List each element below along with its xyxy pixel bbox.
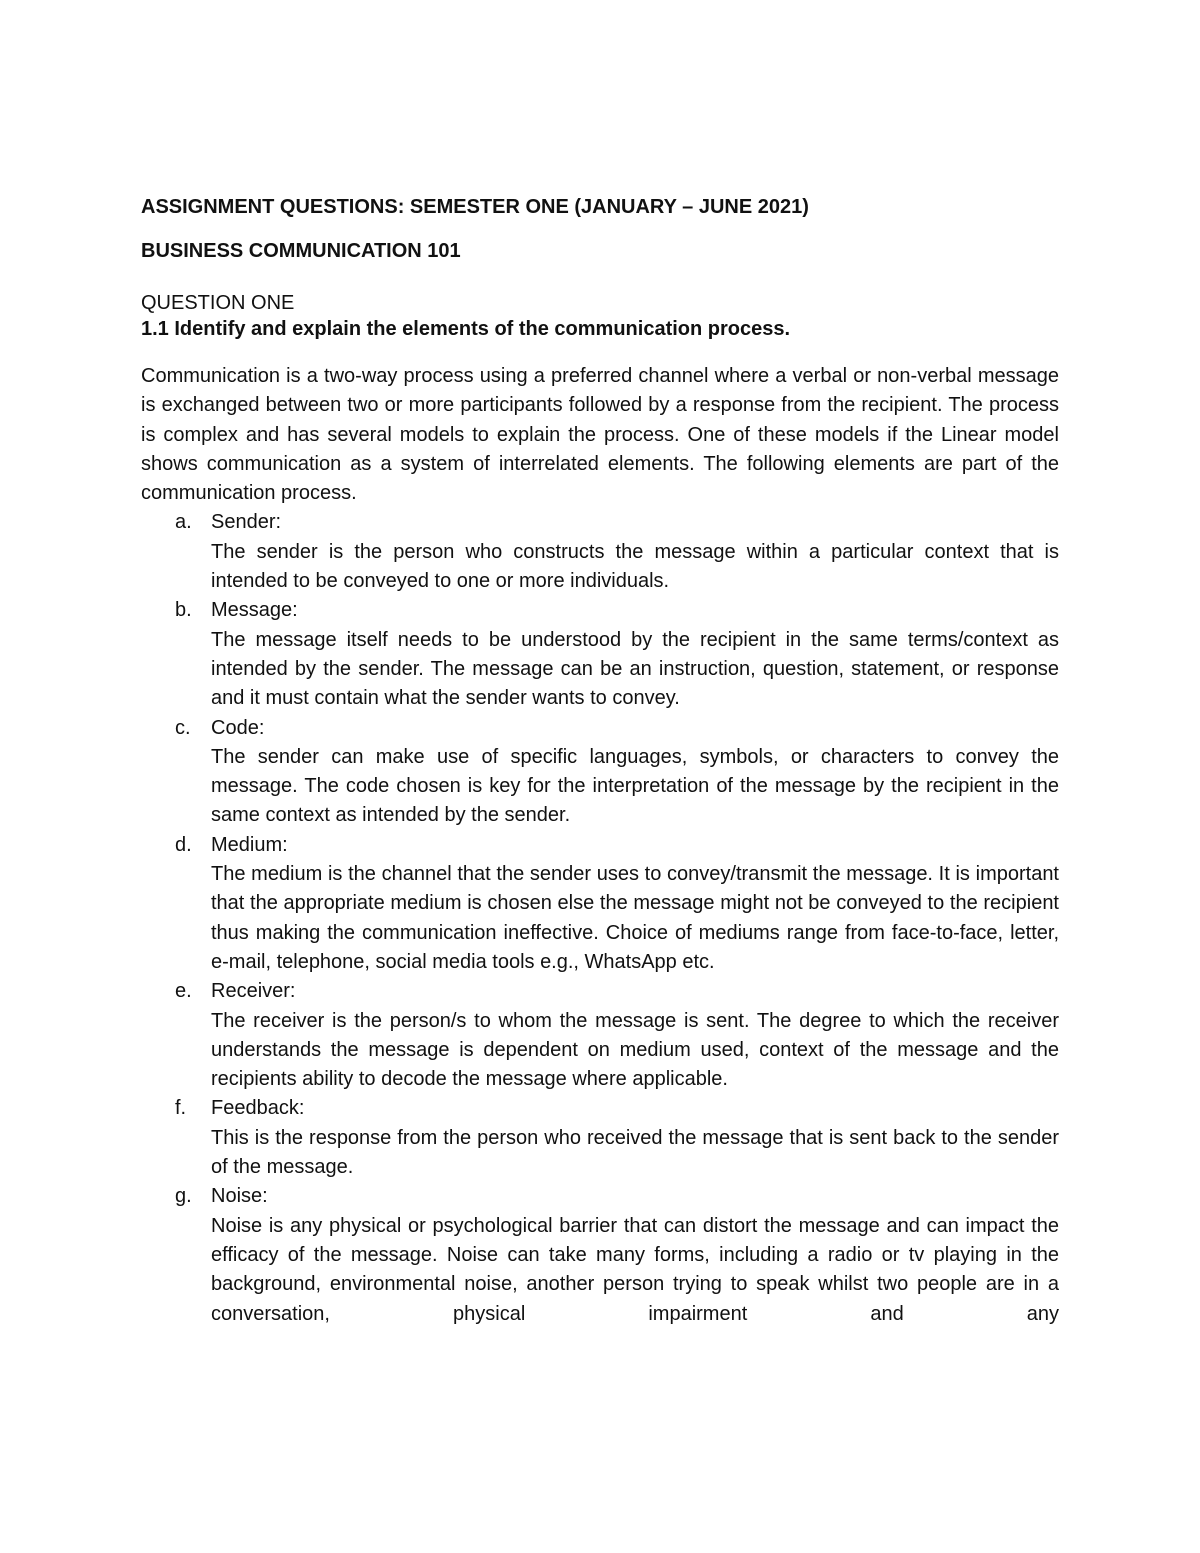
list-marker: g. xyxy=(175,1185,192,1208)
element-title: Code: xyxy=(211,716,265,739)
question-title: 1.1 Identify and explain the elements of the communication process. xyxy=(141,318,791,340)
element-description: This is the response from the person who received the message that is sent back to the sender of the message. xyxy=(211,1126,1059,1179)
list-marker: a. xyxy=(175,511,192,534)
document-page xyxy=(141,194,1059,1329)
list-marker: b. xyxy=(175,599,192,622)
list-item xyxy=(141,1094,1059,1182)
list-item xyxy=(141,508,1059,596)
element-description: The receiver is the person/s to whom the message is sent. The degree to which the receiver understands the message is dependent on medium used, context of the message and the recipients ability to decode the message where applicable. xyxy=(211,1009,1059,1091)
assignment-heading: ASSIGNMENT QUESTIONS: SEMESTER ONE (JANUARY – JUNE 2021) xyxy=(141,196,809,218)
list-marker: c. xyxy=(175,716,191,739)
element-description: The sender is the person who constructs the message within a particular context that is intended to be conveyed to one or more individuals. xyxy=(211,540,1059,593)
element-description: Noise is any physical or psychological barrier that can distort the message and can impact the efficacy of the message. Noise can take many forms, including a radio or tv playing in the background, environmental noise, another person trying to speak whilst two people are in a conversation, physical impairment and any xyxy=(211,1214,1059,1325)
list-item xyxy=(141,977,1059,1094)
list-marker: f. xyxy=(175,1097,187,1120)
list-item xyxy=(141,1182,1059,1328)
question-label: QUESTION ONE xyxy=(141,292,295,314)
element-title: Noise: xyxy=(211,1185,268,1208)
list-marker: e. xyxy=(175,980,192,1003)
list-item xyxy=(141,714,1059,831)
course-heading: BUSINESS COMMUNICATION 101 xyxy=(141,240,461,262)
element-description: The sender can make use of specific languages, symbols, or characters to convey the message. The code chosen is key for the interpretation of the message by the recipient in the same context as intended by the sender. xyxy=(211,745,1059,827)
element-description: The medium is the channel that the sender uses to convey/transmit the message. It is important that the appropriate medium is chosen else the message might not be conveyed to the recipient thus making the communication ineffective. Choice of mediums range from face-to-face, letter, e-mail, telephone, social media tools e.g., WhatsApp etc. xyxy=(211,863,1059,973)
element-title: Feedback: xyxy=(211,1097,305,1120)
element-title: Message: xyxy=(211,599,298,622)
intro-paragraph: Communication is a two-way process using a preferred channel where a verbal or non-verbal message is exchanged between two or more participants followed by a response from the recipient. The process is complex and has several models to explain the process. One of these models if the Linear model shows communication as a system of interrelated elements. The following elements are part of the communication process. xyxy=(141,365,1059,505)
element-description: The message itself needs to be understood by the recipient in the same terms/context as intended by the sender. The message can be an instruction, question, statement, or response and it must contain what the sender wants to convey. xyxy=(211,628,1059,710)
list-marker: d. xyxy=(175,833,192,856)
element-title: Sender: xyxy=(211,511,282,534)
elements-list xyxy=(141,508,1059,1328)
list-item xyxy=(141,596,1059,713)
list-item xyxy=(141,831,1059,977)
element-title: Receiver: xyxy=(211,980,296,1003)
element-title: Medium: xyxy=(211,833,288,856)
